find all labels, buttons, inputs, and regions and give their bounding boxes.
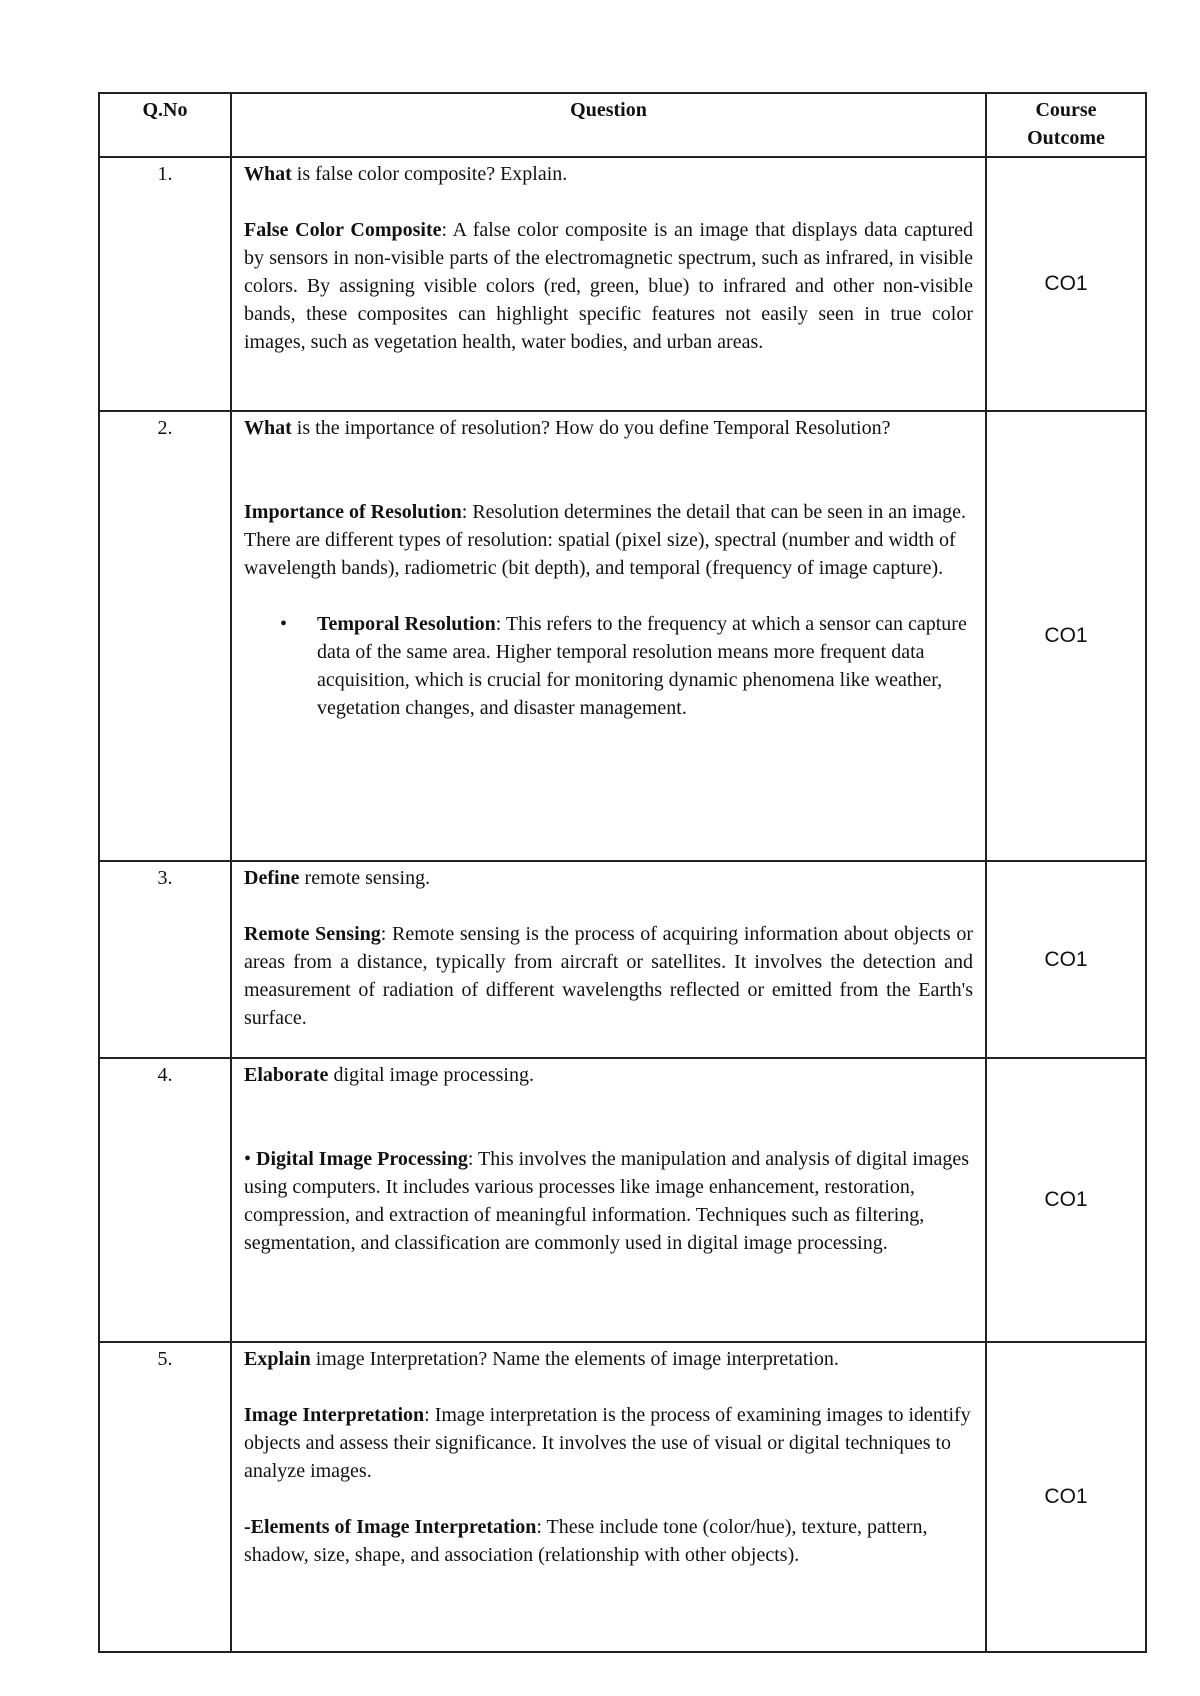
- course-outcome: CO1: [986, 1058, 1146, 1342]
- answer-text: • Digital Image Processing: This involves the manipulation and analysis of digital images using computers. It includes various processes like image enhancement, restoration, compression, and extraction of meaningful information. Techniques such as filtering, segmentation, and classification are commonly used in digital image processing.: [244, 1148, 970, 1254]
- question-cell: [231, 157, 986, 411]
- course-outcome: CO1: [986, 861, 1146, 1058]
- table-row: [99, 411, 1146, 861]
- table-row: [99, 157, 1146, 411]
- header-course-outcome: Course Outcome: [986, 93, 1146, 157]
- bullet-icon: •: [244, 1148, 252, 1170]
- answer-text: Image Interpretation: Image interpretation is the process of examining images to identify objects and assess their significance. It involves the use of visual or digital techniques to analyze images.: [244, 1404, 971, 1482]
- question-cell: [231, 1058, 986, 1342]
- question-cell: [231, 1342, 986, 1652]
- question-table: [98, 92, 1147, 1653]
- header-question: Question: [231, 93, 986, 157]
- table-row: [99, 1342, 1146, 1652]
- question-number: 3.: [99, 861, 231, 1058]
- answer-text: Remote Sensing: Remote sensing is the process of acquiring information about objects or areas from a distance, typically from aircraft or satellites. It involves the detection and measurement of radiation of different wavelengths reflected or emitted from the Earth's surface.: [244, 923, 974, 1029]
- answer-text-elements: -Elements of Image Interpretation: These include tone (color/hue), texture, pattern, shadow, size, shape, and association (relationship with other objects).: [244, 1516, 928, 1566]
- question-prompt: What is the importance of resolution? How do you define Temporal Resolution?: [244, 417, 891, 439]
- list-item: • Temporal Resolution: This refers to the frequency at which a sensor can capture data of the same area. Higher temporal resolution means more frequent data acquisition, which is crucial for monitoring dynamic phenomena like weather, vegetation changes, and disaster management.: [317, 610, 973, 722]
- question-cell: [231, 411, 986, 861]
- answer-text: False Color Composite: A false color composite is an image that displays data captured by sensors in non-visible parts of the electromagnetic spectrum, such as infrared, in visible colors. By assigning visible colors (red, green, blue) to infrared and other non-visible bands, these composites can highlight specific features not easily seen in true color images, such as vegetation health, water bodies, and urban areas.: [244, 219, 973, 353]
- question-prompt: What is false color composite? Explain.: [244, 163, 568, 185]
- question-number: 4.: [99, 1058, 231, 1342]
- bullet-icon: •: [280, 613, 288, 635]
- question-number: 5.: [99, 1342, 231, 1652]
- header-row: [99, 93, 1146, 157]
- table-row: [99, 1058, 1146, 1342]
- bullet-list: [244, 610, 973, 722]
- course-outcome: CO1: [986, 157, 1146, 411]
- question-prompt: Elaborate digital image processing.: [244, 1064, 534, 1086]
- header-qno: Q.No: [99, 93, 231, 157]
- question-number: 1.: [99, 157, 231, 411]
- table-row: [99, 861, 1146, 1058]
- answer-text: Importance of Resolution: Resolution determines the detail that can be seen in an image. There are different types of resolution: spatial (pixel size), spectral (number and width of wavelength bands), radiometric (bit depth), and temporal (frequency of image capture).: [244, 501, 967, 579]
- question-number: 2.: [99, 411, 231, 861]
- question-prompt: Define remote sensing.: [244, 867, 431, 889]
- question-prompt: Explain image Interpretation? Name the elements of image interpretation.: [244, 1348, 839, 1370]
- course-outcome: CO1: [986, 411, 1146, 861]
- course-outcome: CO1: [986, 1342, 1146, 1652]
- question-cell: [231, 861, 986, 1058]
